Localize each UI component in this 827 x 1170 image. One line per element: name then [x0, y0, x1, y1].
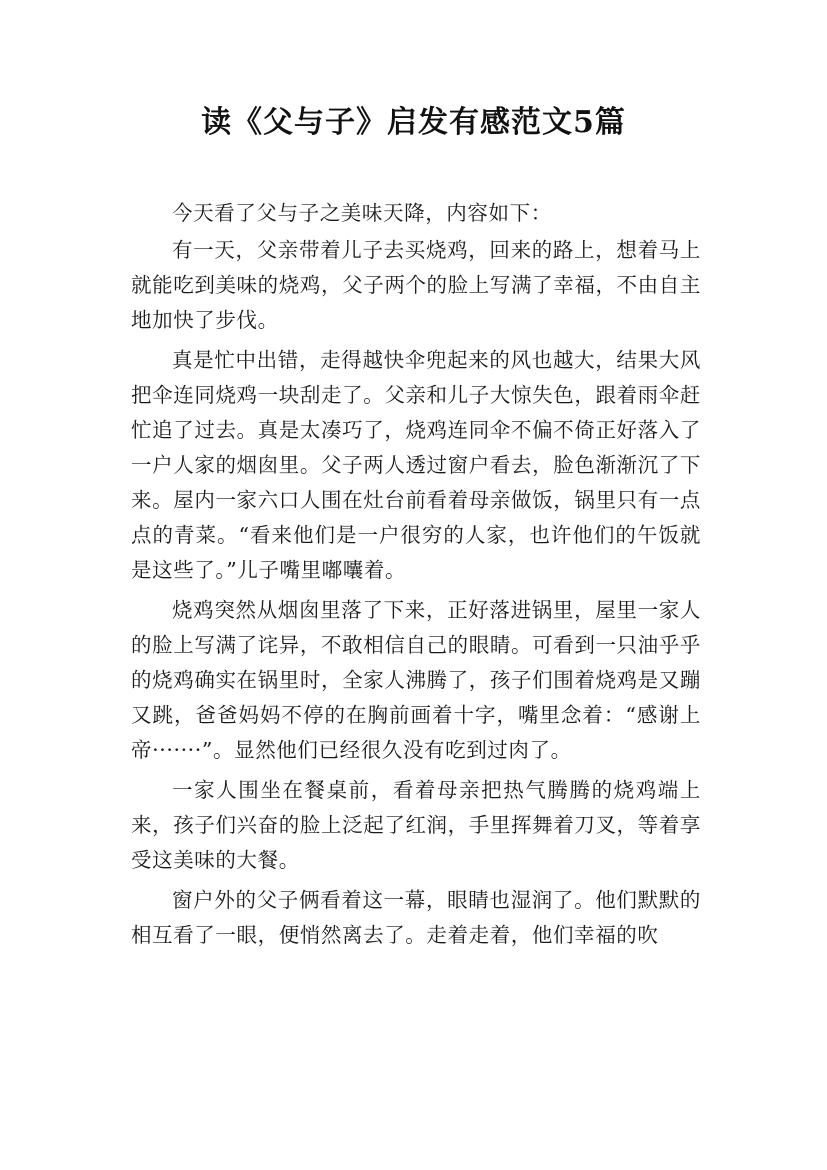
document-title: 读《父与子》启发有感范文5篇: [201, 105, 626, 140]
paragraph-wind-blows-umbrella: 真是忙中出错，走得越快伞兜起来的风也越大，结果大风把伞连同烧鸡一块刮走了。父亲和儿子大惊失色，跟着雨伞赶忙追了过去。真是太凑巧了，烧鸡连同伞不偏不倚正好落入了一户人家的烟囱里。父子两人透过窗户看去，脸色渐渐沉了下来。屋内一家六口人围在灶台前看着母亲做饭，锅里只有一点点的青菜。“看来他们是一户很穷的人家，也许他们的午饭就是这些了。”儿子嘴里嘟囔着。: [131, 348, 701, 582]
paragraph-buying-chicken: 有一天，父亲带着儿子去买烧鸡，回来的路上，想着马上就能吃到美味的烧鸡，父子两个的脸上写满了幸福，不由自主地加快了步伐。: [131, 238, 701, 332]
paragraph-intro: 今天看了父与子之美味天降，内容如下：: [172, 201, 552, 225]
paragraph-chicken-falls: 烧鸡突然从烟囱里落了下来，正好落进锅里，屋里一家人的脸上写满了诧异，不敢相信自己的眼睛。可看到一只油乎乎的烧鸡确实在锅里时，全家人沸腾了，孩子们围着烧鸡是又蹦又跳，爸爸妈妈不停的在胸前画着十字，嘴里念着：“感谢上帝·······”。显然他们已经很久没有吃到过肉了。: [131, 598, 701, 762]
paragraph-father-son-leave: 窗户外的父子俩看着这一幕，眼睛也湿润了。他们默默的相互看了一眼，便悄然离去了。走着走着，他们幸福的吹: [131, 888, 701, 947]
paragraph-family-meal: 一家人围坐在餐桌前，看着母亲把热气腾腾的烧鸡端上来，孩子们兴奋的脸上泛起了红润，手里挥舞着刀叉，等着享受这美味的大餐。: [131, 778, 701, 872]
document-body: [131, 196, 701, 953]
